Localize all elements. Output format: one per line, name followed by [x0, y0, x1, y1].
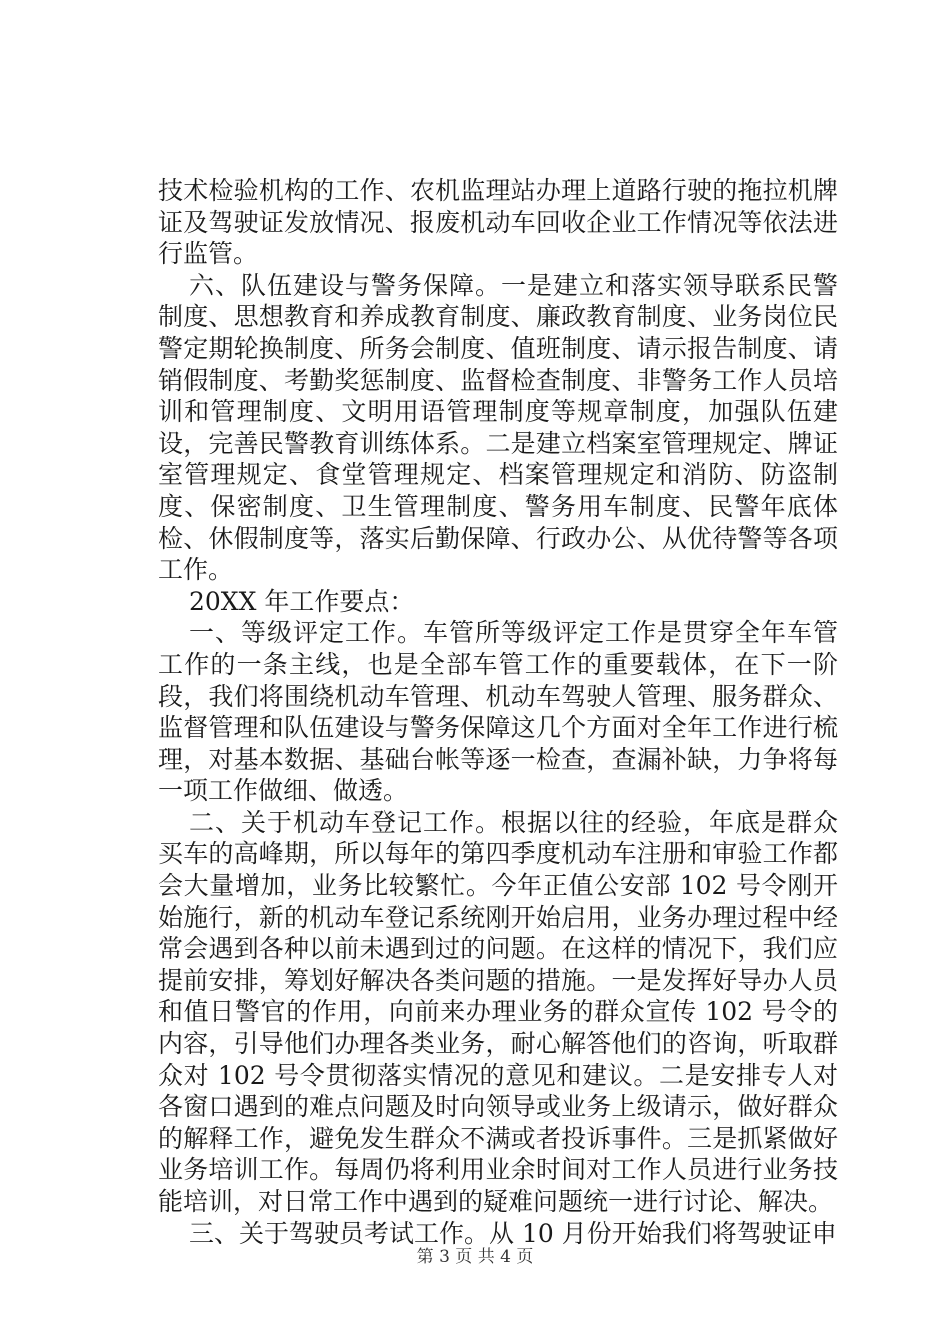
- page-footer: [0, 1246, 950, 1268]
- paragraph-grade-assessment: 一、等级评定工作。车管所等级评定工作是贯穿全年车管工作的一条主线，也是全部车管工作的重要载体，在下一阶段，我们将围绕机动车管理、机动车驾驶人管理、服务群众、监督管理和队伍建设与警务保障这几个方面对全年工作进行梳理，对基本数据、基础台帐等逐一检查，查漏补缺，力争将每一项工作做细、做透。: [158, 618, 838, 806]
- document-body: [158, 175, 838, 1249]
- paragraph-team-building: 六、队伍建设与警务保障。一是建立和落实领导联系民警制度、思想教育和养成教育制度、廉政教育制度、业务岗位民警定期轮换制度、所务会制度、值班制度、请示报告制度、请销假制度、考勤奖惩制度、监督检查制度、非警务工作人员培训和管理制度、文明用语管理制度等规章制度，加强队伍建设，完善民警教育训练体系。二是建立档案室管理规定、牌证室管理规定、食堂管理规定、档案管理规定和消防、防盗制度、保密制度、卫生管理制度、警务用车制度、民警年底体检、休假制度等，落实后勤保障、行政办公、从优待警等各项工作。: [158, 270, 838, 585]
- paragraph-continuation: 技术检验机构的工作、农机监理站办理上道路行驶的拖拉机牌证及驾驶证发放情况、报废机动车回收企业工作情况等依法进行监管。: [158, 176, 838, 269]
- paragraph-key-points-heading: 20XX 年工作要点：: [189, 586, 415, 616]
- paragraph-vehicle-registration: 二、关于机动车登记工作。根据以往的经验，年底是群众买车的高峰期，所以每年的第四季度机动车注册和审验工作都会大量增加，业务比较繁忙。今年正值公安部 102 号令刚开始施行，新的机动车登记系统刚开始启用，业务办理过程中经常会遇到各种以前未遇到过的问题。在这样的情况下，我们应提前安排，筹划好解决各类问题的措施。一是发挥好导办人员和值日警官的作用，向前来办理业务的群众宣传 102 号令的内容，引导他们办理各类业务，耐心解答他们的咨询，听取群众对 102 号令贯彻落实情况的意见和建议。二是安排专人对各窗口遇到的难点问题及时向领导或业务上级请示，做好群众的解释工作，避免发生群众不满或者投诉事件。三是抓紧做好业务培训工作。每周仍将利用业余时间对工作人员进行业务技能培训，对日常工作中遇到的疑难问题统一进行讨论、解决。: [158, 807, 838, 1216]
- paragraph-driver-exam: 三、关于驾驶员考试工作。从 10 月份开始我们将驾驶证申: [189, 1218, 837, 1248]
- page-number-label: 第 3 页 共 4 页: [416, 1247, 534, 1267]
